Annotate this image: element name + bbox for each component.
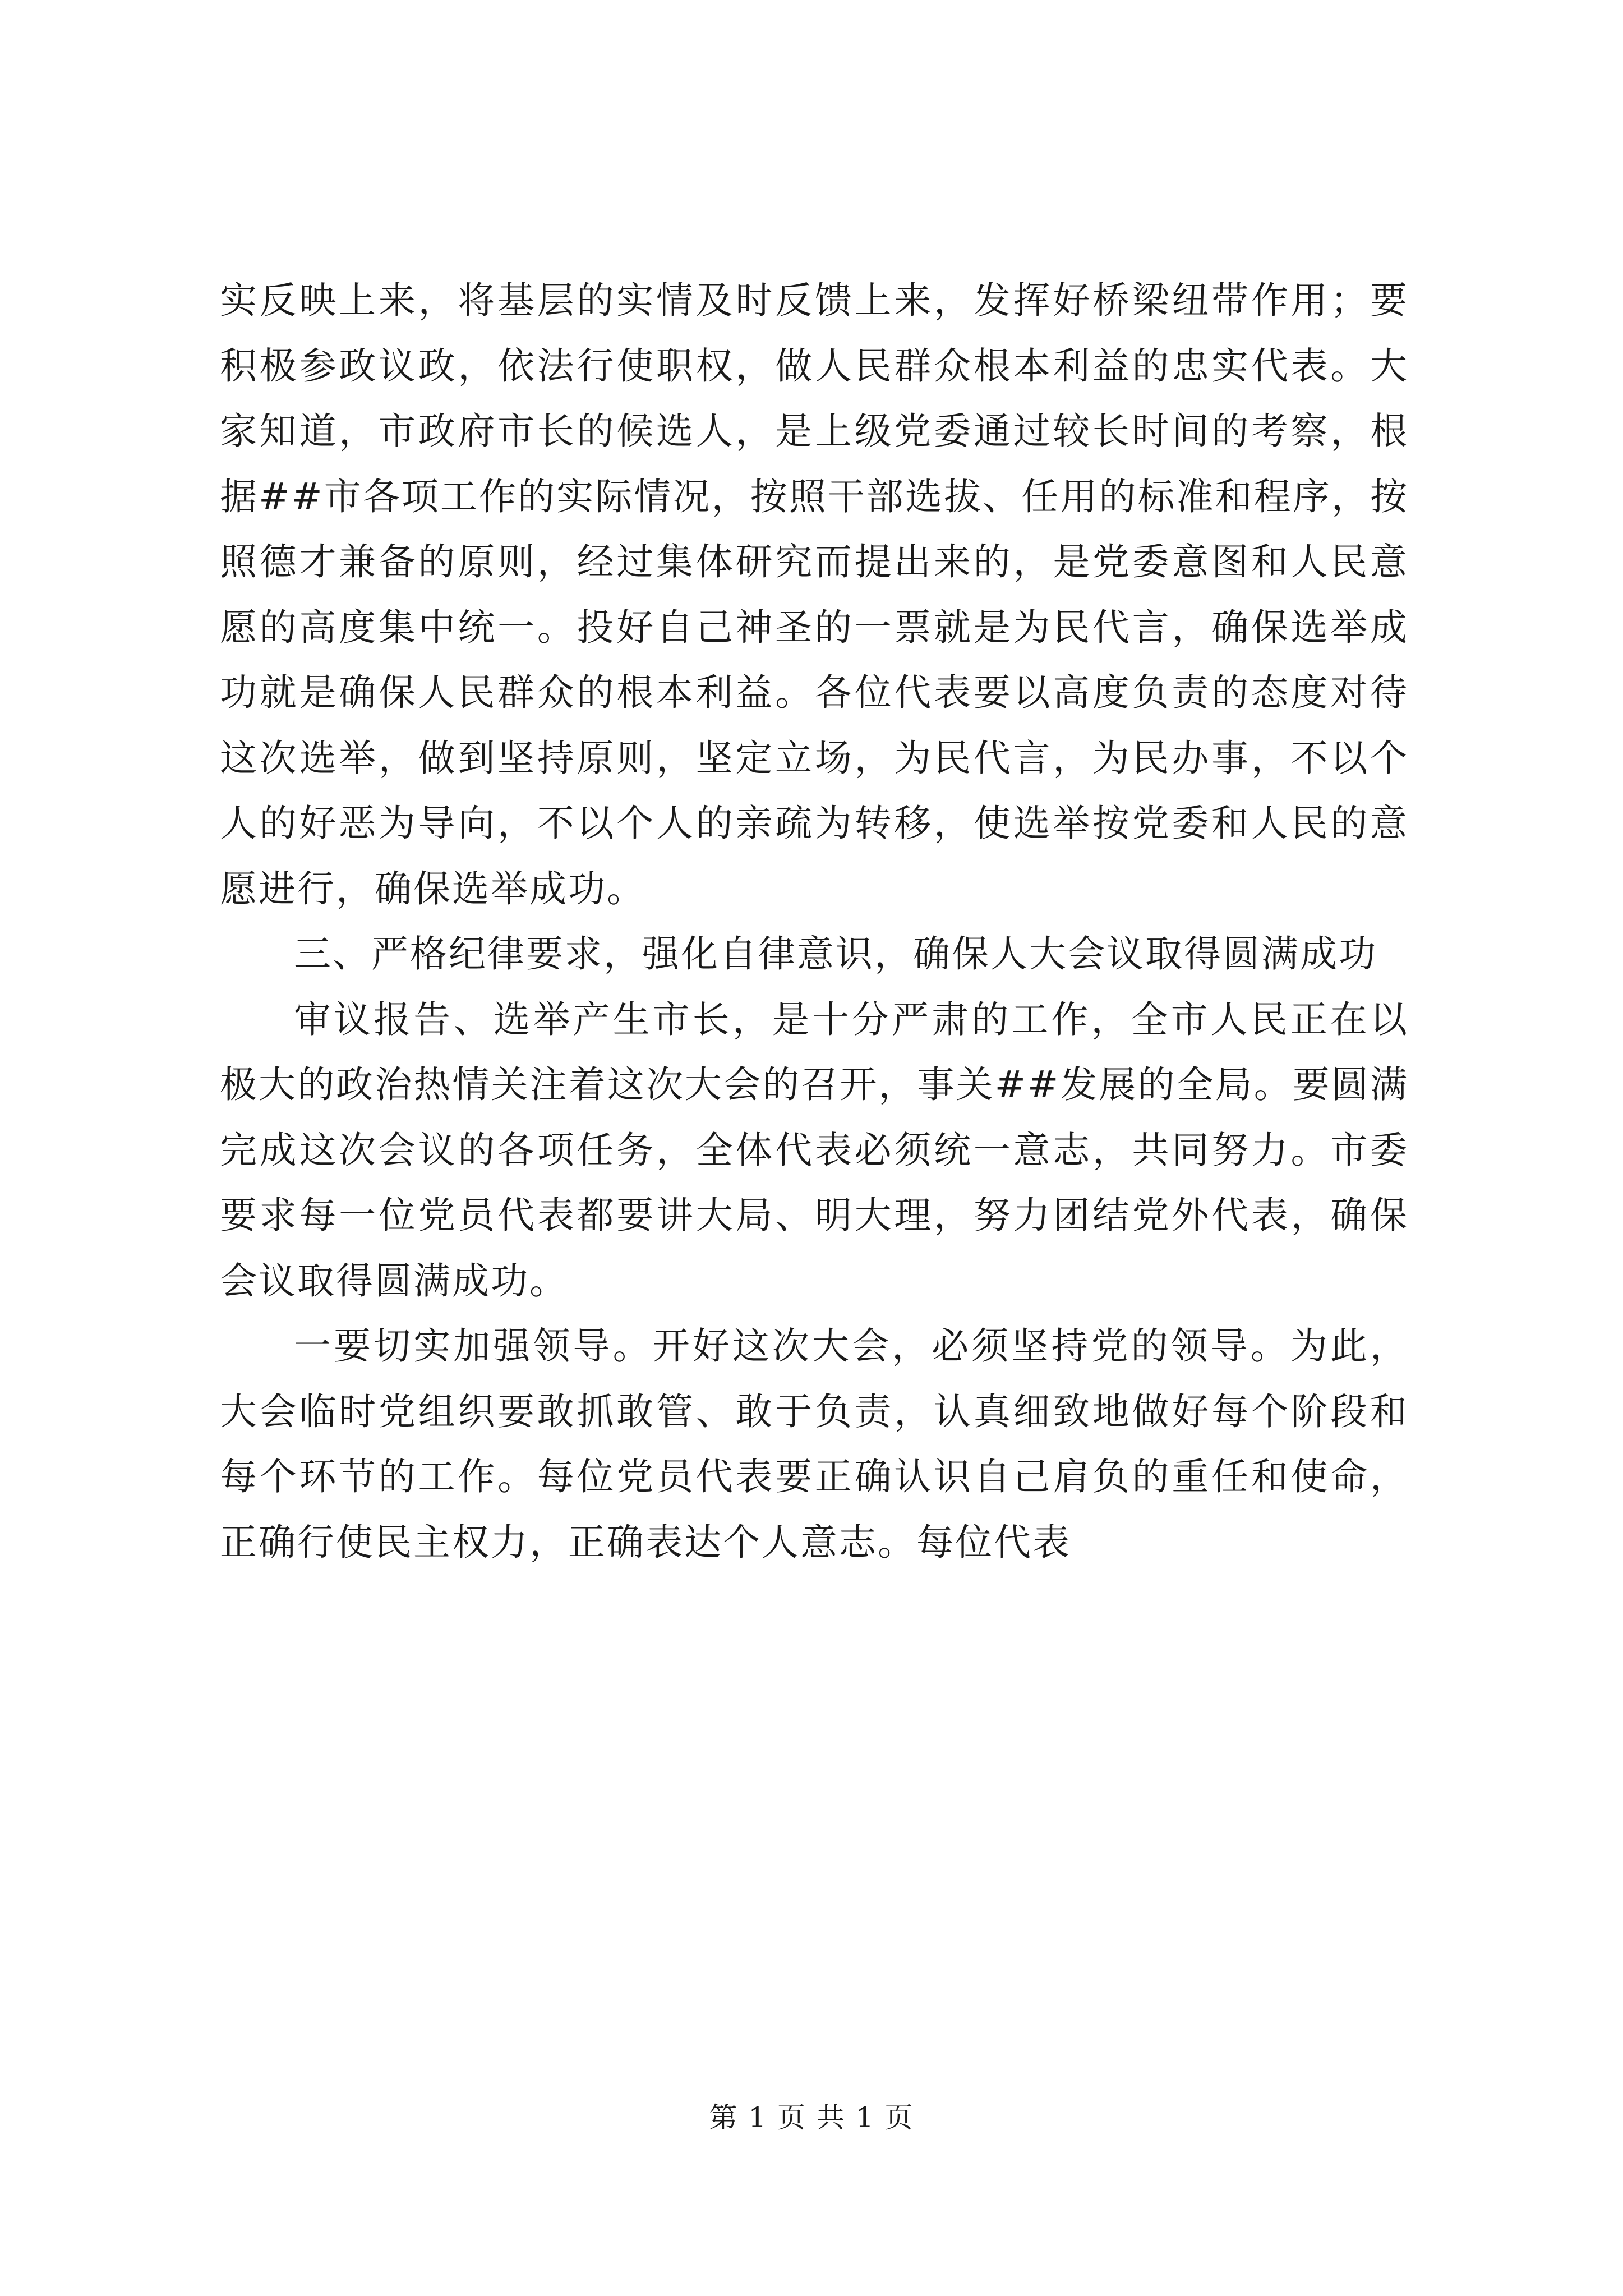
document-body	[220, 268, 1409, 1575]
paragraph-1: 实反映上来，将基层的实情及时反馈上来，发挥好桥梁纽带作用；要积极参政议政，依法行使职权，做人民群众根本利益的忠实代表。大家知道，市政府市长的候选人，是上级党委通过较长时间的考察，根据##市各项工作的实际情况，按照干部选拔、任用的标准和程序，按照德才兼备的原则，经过集体研究而提出来的，是党委意图和人民意愿的高度集中统一。投好自己神圣的一票就是为民代言，确保选举成功就是确保人民群众的根本利益。各位代表要以高度负责的态度对待这次选举，做到坚持原则，坚定立场，为民代言，为民办事，不以个人的好恶为导向，不以个人的亲疏为转移，使选举按党委和人民的意愿进行，确保选举成功。	[220, 279, 1409, 910]
paragraph-2: 审议报告、选举产生市长，是十分严肃的工作，全市人民正在以极大的政治热情关注着这次大会的召开，事关##发展的全局。要圆满完成这次会议的各项任务，全体代表必须统一意志，共同努力。市委要求每一位党员代表都要讲大局、明大理，努力团结党外代表，确保会议取得圆满成功。	[220, 997, 1409, 1303]
section-heading-3: 三、严格纪律要求，强化自律意识，确保人大会议取得圆满成功	[294, 932, 1377, 976]
paragraph-3: 一要切实加强领导。开好这次大会，必须坚持党的领导。为此，大会临时党组织要敢抓敢管、敢于负责，认真细致地做好每个阶段和每个环节的工作。每位党员代表要正确认识自己肩负的重任和使命，正确行使民主权力，正确表达个人意志。每位代表	[220, 1324, 1409, 1564]
page-number-footer: 第 1 页 共 1 页	[709, 2101, 914, 2134]
